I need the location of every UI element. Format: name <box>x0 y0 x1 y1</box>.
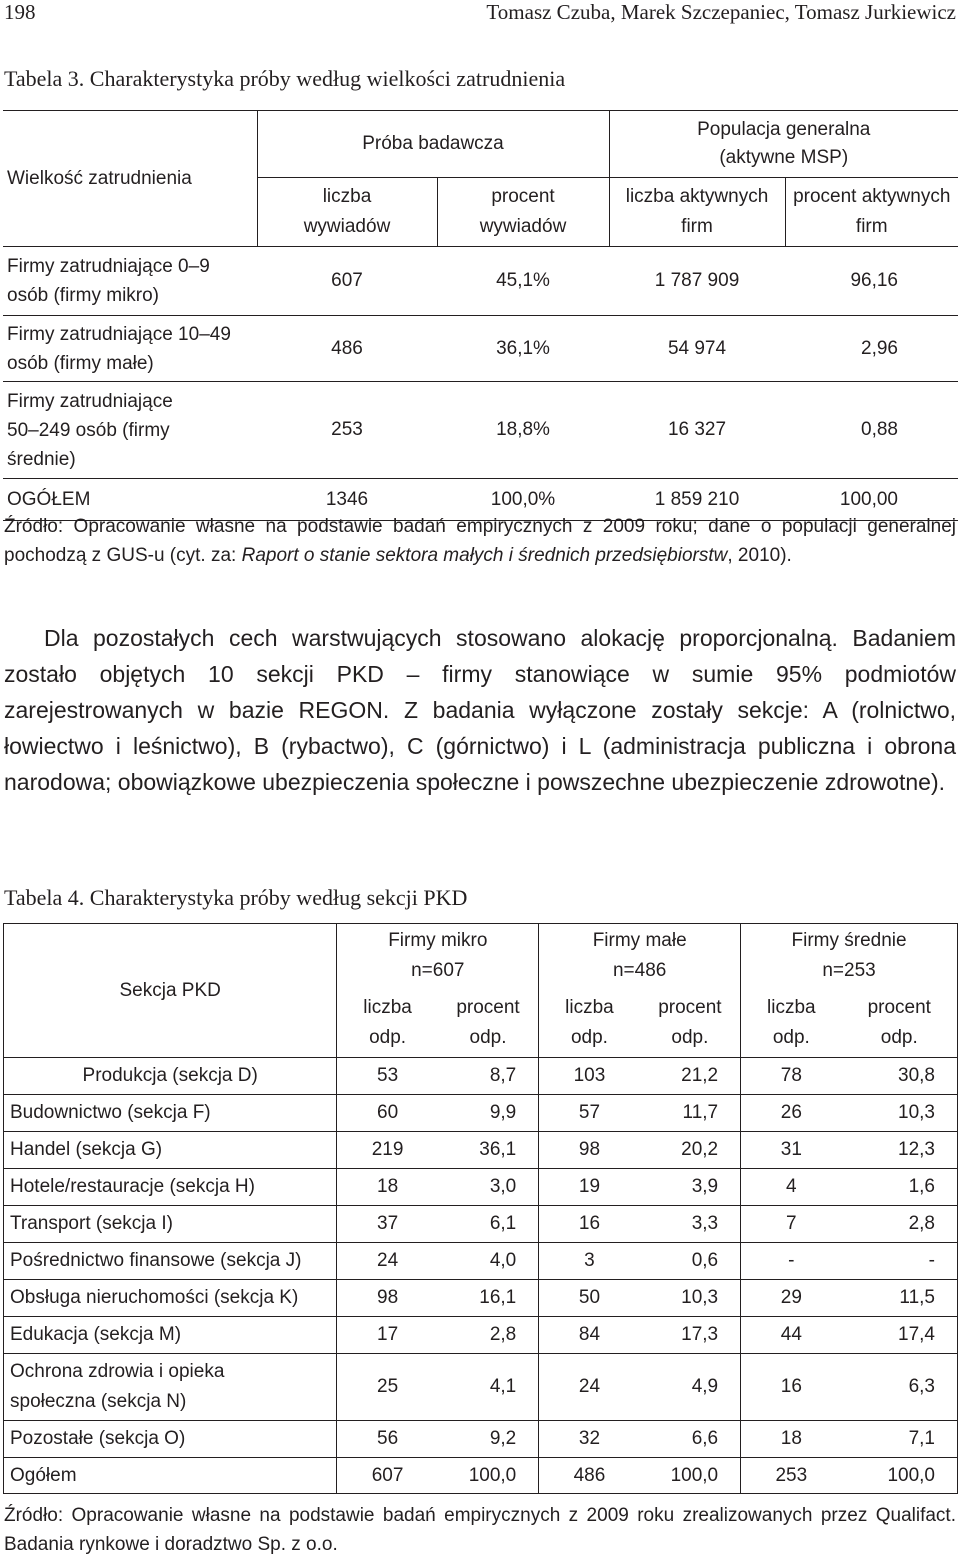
table4-cell: 9,2 <box>438 1421 539 1458</box>
table3-caption: Tabela 3. Charakterystyka próby według wielkości zatrudnienia <box>4 66 566 91</box>
table4-cell: 103 <box>539 1058 640 1095</box>
table4-caption: Tabela 4. Charakterystyka próby według sekcji PKD <box>4 885 468 910</box>
table4-cell: 9,9 <box>438 1095 539 1132</box>
table4-cell: 11,5 <box>842 1280 958 1317</box>
table4-cell: 607 <box>337 1458 438 1494</box>
table4-cell: 7 <box>741 1206 842 1243</box>
table4-cell: 19 <box>539 1169 640 1206</box>
table4-subheader-count: liczba odp. <box>741 989 842 1058</box>
table4-cell: 18 <box>741 1421 842 1458</box>
table4-cell: 100,0 <box>842 1458 958 1494</box>
table4-row-label: Pozostałe (sekcja O) <box>4 1421 337 1458</box>
table4-cell: 4,9 <box>640 1354 741 1421</box>
table4-cell: 18 <box>337 1169 438 1206</box>
table3-cell: 100,0% <box>437 479 609 521</box>
table3-source-tail: , 2010). <box>727 545 792 566</box>
table3-header-population: Populacja generalna (aktywne MSP) <box>609 111 958 178</box>
table-row <box>4 1280 958 1317</box>
table4-cell: 24 <box>539 1354 640 1421</box>
table-row <box>3 247 958 316</box>
table-row <box>4 1058 958 1095</box>
table-row <box>4 1169 958 1206</box>
table4-cell: 56 <box>337 1421 438 1458</box>
table4-cell: 29 <box>741 1280 842 1317</box>
table4-cell: 50 <box>539 1280 640 1317</box>
table3-cell: 486 <box>257 316 437 382</box>
table4-cell: 78 <box>741 1058 842 1095</box>
table3-source-title: Raport o stanie sektora małych i średnich przedsiębiorstw <box>241 545 728 566</box>
table4-subheader-count: liczba odp. <box>337 989 438 1058</box>
table3-cell: 607 <box>257 247 437 316</box>
table4-cell: 6,3 <box>842 1354 958 1421</box>
table4-cell: - <box>741 1243 842 1280</box>
table4-cell: 36,1 <box>438 1132 539 1169</box>
table3-subheader-count-firms: liczba aktywnych firm <box>609 178 785 247</box>
table4-row-label: Obsługa nieruchomości (sekcja K) <box>4 1280 337 1317</box>
table4-cell: 10,3 <box>842 1095 958 1132</box>
table-row <box>3 316 958 382</box>
table4-cell: 84 <box>539 1317 640 1354</box>
table-row <box>4 1132 958 1169</box>
table4-source: Źródło: Opracowanie własne na podstawie badań empirycznych z 2009 roku zrealizowanych przez Qualifact. Badania rynkowe i doradztwo Sp. z o.o. <box>4 1505 956 1555</box>
table4-cell: 11,7 <box>640 1095 741 1132</box>
table3-source-lead: Źródło: Opracowanie własne na podstawie badań empirycznych z 2009 roku; dane o populacji generalnej pochodzą z GUS-u (cyt. za: <box>4 516 956 566</box>
table3-cell: 1346 <box>257 479 437 521</box>
table4-row-label: Pośrednictwo finansowe (sekcja J) <box>4 1243 337 1280</box>
table4-cell: 30,8 <box>842 1058 958 1095</box>
table3-cell: 16 327 <box>609 382 785 479</box>
table4-cell: 3 <box>539 1243 640 1280</box>
table4-cell: 20,2 <box>640 1132 741 1169</box>
table4-cell: 25 <box>337 1354 438 1421</box>
table4-subheader-pct: procent odp. <box>640 989 741 1058</box>
table4-row-label: Transport (sekcja I) <box>4 1206 337 1243</box>
table4-subheader-count: liczba odp. <box>539 989 640 1058</box>
table4-subheader-pct: procent odp. <box>842 989 958 1058</box>
table4-cell: 100,0 <box>640 1458 741 1494</box>
table3-cell: 54 974 <box>609 316 785 382</box>
table4-cell: 17,3 <box>640 1317 741 1354</box>
table4 <box>3 923 958 1494</box>
table3-row-label: Firmy zatrudniające 10–49 osób (firmy małe) <box>3 316 257 382</box>
page-number: 198 <box>4 0 36 24</box>
table4-cell: 98 <box>539 1132 640 1169</box>
table-row <box>4 1421 958 1458</box>
table4-cell: 21,2 <box>640 1058 741 1095</box>
table4-row-label: Handel (sekcja G) <box>4 1132 337 1169</box>
table4-cell: 16,1 <box>438 1280 539 1317</box>
table3-cell: 253 <box>257 382 437 479</box>
table3-header-size: Wielkość zatrudnienia <box>3 111 257 247</box>
table3-subheader-pct-interviews: procent wywiadów <box>437 178 609 247</box>
table4-header-group-male: Firmy małe n=486 <box>539 924 741 989</box>
table4-cell: 4,0 <box>438 1243 539 1280</box>
table3-cell: 2,96 <box>785 316 958 382</box>
table4-cell: 100,0 <box>438 1458 539 1494</box>
table-row <box>4 1317 958 1354</box>
table3-cell: 1 787 909 <box>609 247 785 316</box>
table3-row-label: OGÓŁEM <box>3 479 257 521</box>
table4-cell: 17,4 <box>842 1317 958 1354</box>
table4-cell: 1,6 <box>842 1169 958 1206</box>
table4-row-label: Produkcja (sekcja D) <box>4 1058 337 1095</box>
table-row <box>3 382 958 479</box>
table3-source <box>4 512 956 570</box>
table3-cell: 1 859 210 <box>609 479 785 521</box>
paragraph-text: Dla pozostałych cech warstwujących stosowano alokację proporcjonalną. Badaniem zostało objętych 10 sekcji PKD – firmy stanowiące w sumie 95% podmiotów zarejestrowanych w bazie REGON. Z badania wyłączone zostały sekcje: A (rolnictwo, łowiectwo i leśnictwo), B (rybactwo), C (górnictwo) i L (administracja publiczna i obrona narodowa; obowiązkowe ubezpieczenia społeczne i powszechne ubezpieczenie zdrowotne). <box>4 625 956 795</box>
running-authors: Tomasz Czuba, Marek Szczepaniec, Tomasz Jurkiewicz <box>486 0 956 24</box>
table-row <box>4 1354 958 1421</box>
table-row <box>4 1206 958 1243</box>
table3-cell: 96,16 <box>785 247 958 316</box>
table4-cell: 98 <box>337 1280 438 1317</box>
body-paragraph <box>4 620 956 800</box>
table-row <box>4 1243 958 1280</box>
table3-subheader-count-interviews: liczba wywiadów <box>257 178 437 247</box>
table4-cell: 26 <box>741 1095 842 1132</box>
table3-subheader-pct-firms: procent aktywnych firm <box>785 178 958 247</box>
table4-cell: 44 <box>741 1317 842 1354</box>
table4-cell: 4 <box>741 1169 842 1206</box>
table4-cell: 31 <box>741 1132 842 1169</box>
table4-row-label: Edukacja (sekcja M) <box>4 1317 337 1354</box>
table4-cell: 24 <box>337 1243 438 1280</box>
table4-cell: 219 <box>337 1132 438 1169</box>
table4-cell: 2,8 <box>438 1317 539 1354</box>
table4-subheader-pct: procent odp. <box>438 989 539 1058</box>
table4-row-label: Hotele/restauracje (sekcja H) <box>4 1169 337 1206</box>
table4-cell: 17 <box>337 1317 438 1354</box>
table3-row-label: Firmy zatrudniające 50–249 osób (firmy średnie) <box>3 382 257 479</box>
table4-cell: 4,1 <box>438 1354 539 1421</box>
table3 <box>3 110 958 521</box>
table3-row-label: Firmy zatrudniające 0–9 osób (firmy mikro) <box>3 247 257 316</box>
table4-cell: 486 <box>539 1458 640 1494</box>
table4-row-label: Budownictwo (sekcja F) <box>4 1095 337 1132</box>
table4-cell: - <box>842 1243 958 1280</box>
table4-cell: 3,3 <box>640 1206 741 1243</box>
table3-cell: 18,8% <box>437 382 609 479</box>
table4-cell: 37 <box>337 1206 438 1243</box>
table4-cell: 60 <box>337 1095 438 1132</box>
table3-cell: 45,1% <box>437 247 609 316</box>
table4-cell: 0,6 <box>640 1243 741 1280</box>
table4-cell: 32 <box>539 1421 640 1458</box>
table4-cell: 7,1 <box>842 1421 958 1458</box>
table4-cell: 3,9 <box>640 1169 741 1206</box>
table-row <box>4 1458 958 1494</box>
table4-cell: 253 <box>741 1458 842 1494</box>
table4-header-group-mikro: Firmy mikro n=607 <box>337 924 539 989</box>
table4-cell: 6,1 <box>438 1206 539 1243</box>
table4-cell: 10,3 <box>640 1280 741 1317</box>
table4-cell: 16 <box>539 1206 640 1243</box>
table3-cell: 0,88 <box>785 382 958 479</box>
table4-cell: 6,6 <box>640 1421 741 1458</box>
table4-row-label: Ochrona zdrowia i opieka społeczna (sekcja N) <box>4 1354 337 1421</box>
table-row <box>4 1095 958 1132</box>
table4-cell: 16 <box>741 1354 842 1421</box>
table3-cell: 100,00 <box>785 479 958 521</box>
table4-header-section: Sekcja PKD <box>4 924 337 1058</box>
table4-row-label: Ogółem <box>4 1458 337 1494</box>
table4-cell: 57 <box>539 1095 640 1132</box>
table4-cell: 12,3 <box>842 1132 958 1169</box>
table4-cell: 8,7 <box>438 1058 539 1095</box>
table4-header-group-srednie: Firmy średnie n=253 <box>741 924 958 989</box>
table3-cell: 36,1% <box>437 316 609 382</box>
table4-cell: 53 <box>337 1058 438 1095</box>
running-header <box>0 0 960 26</box>
table3-header-sample: Próba badawcza <box>257 111 609 178</box>
table4-cell: 3,0 <box>438 1169 539 1206</box>
table4-cell: 2,8 <box>842 1206 958 1243</box>
